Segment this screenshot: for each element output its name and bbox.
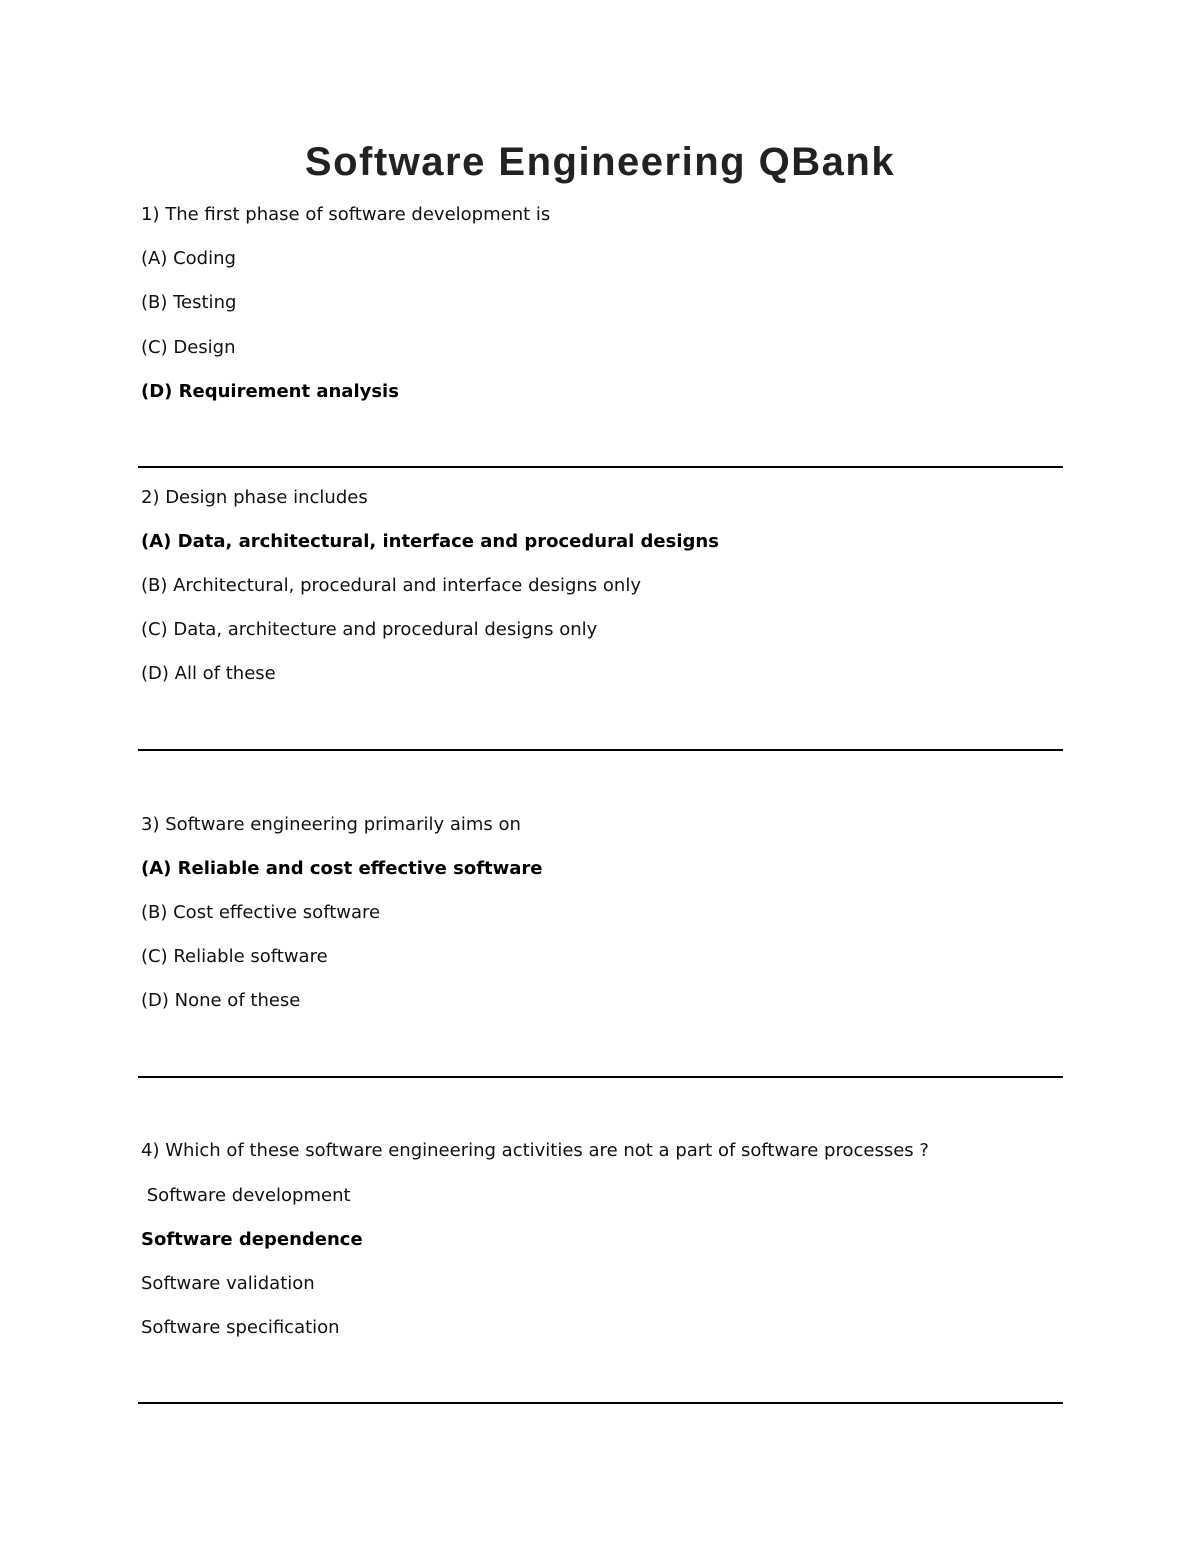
question-divider xyxy=(138,1402,1063,1404)
question-3-option-a-answer: (A) Reliable and cost effective software xyxy=(141,858,543,879)
question-3-option-c: (C) Reliable software xyxy=(141,946,328,967)
question-divider xyxy=(138,749,1063,751)
question-1-option-d-answer: (D) Requirement analysis xyxy=(141,381,399,402)
question-4-option-3: Software validation xyxy=(141,1273,315,1294)
question-2-option-b: (B) Architectural, procedural and interface designs only xyxy=(141,575,641,596)
question-3-option-d: (D) None of these xyxy=(141,990,301,1011)
question-1-option-c: (C) Design xyxy=(141,337,236,358)
question-3-option-b: (B) Cost effective software xyxy=(141,902,381,923)
question-divider xyxy=(138,466,1063,468)
question-3-prompt: 3) Software engineering primarily aims on xyxy=(141,814,521,835)
question-2-option-d: (D) All of these xyxy=(141,663,276,684)
question-4-option-4: Software specification xyxy=(141,1317,340,1338)
question-4-option-2-answer: Software dependence xyxy=(141,1229,363,1250)
document-title: Software Engineering QBank xyxy=(304,140,896,184)
question-1-option-a: (A) Coding xyxy=(141,248,236,269)
question-2-option-c: (C) Data, architecture and procedural designs only xyxy=(141,619,598,640)
question-2-prompt: 2) Design phase includes xyxy=(141,487,368,508)
question-1-prompt: 1) The first phase of software development is xyxy=(141,204,551,225)
question-4-option-1: Software development xyxy=(141,1185,351,1206)
question-divider xyxy=(138,1076,1063,1078)
question-2-option-a-answer: (A) Data, architectural, interface and procedural designs xyxy=(141,531,719,552)
question-4-prompt: 4) Which of these software engineering activities are not a part of software processes ? xyxy=(141,1140,929,1161)
question-1-option-b: (B) Testing xyxy=(141,292,237,313)
